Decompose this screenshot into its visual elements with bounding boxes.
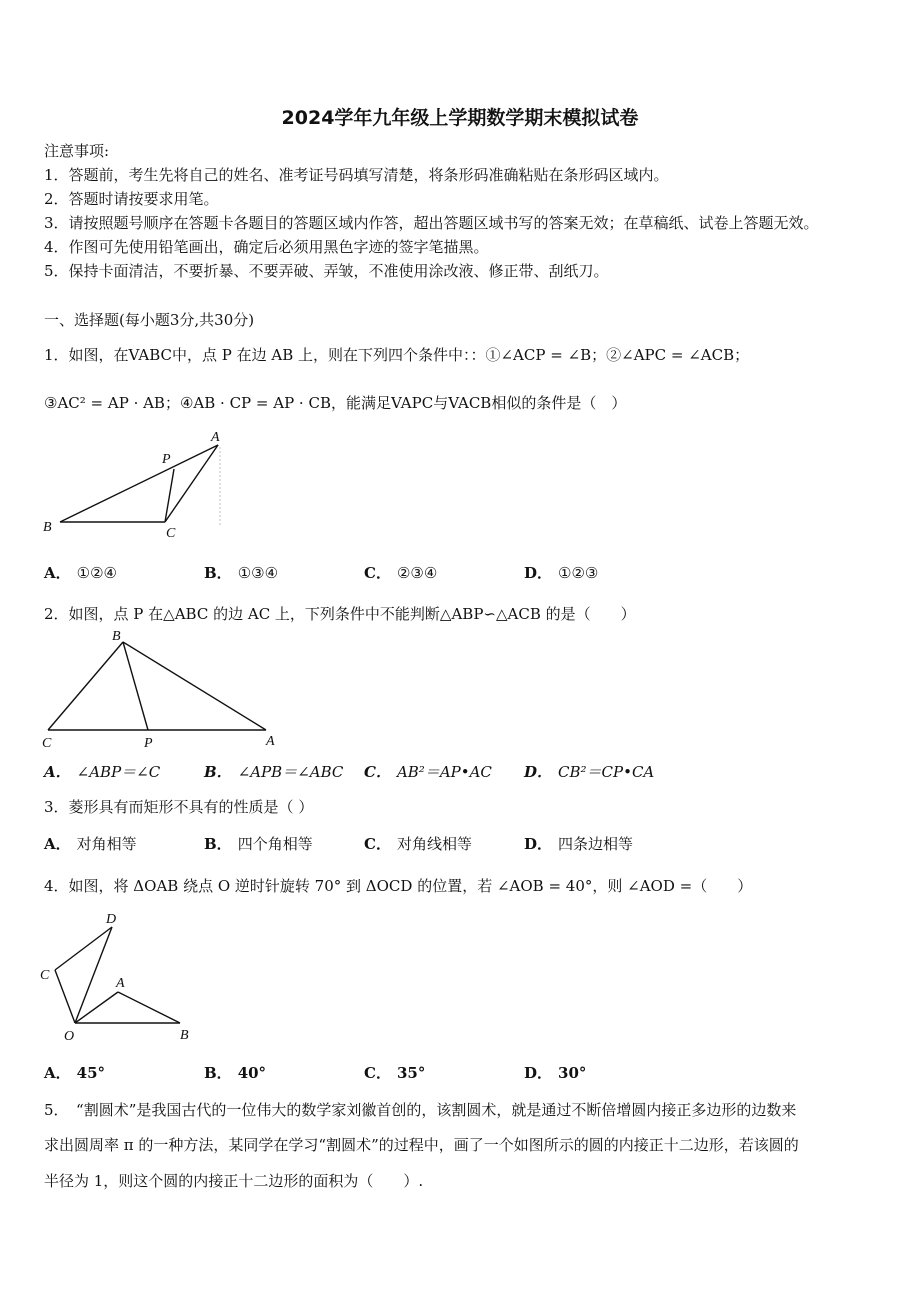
q2-option-d: D． CB²＝CP•CA	[524, 763, 655, 781]
q2-figure	[38, 625, 288, 755]
q1-option-d: D． ①②③	[524, 564, 599, 582]
notice-item: 4．作图可先使用铅笔画出，确定后必须用黑色字迹的签字笔描黑。	[44, 238, 489, 256]
q4-option-c: C． 35°	[364, 1064, 426, 1082]
q1-option-a: A． ①②④	[44, 564, 117, 582]
q3-option-d: D． 四条边相等	[524, 835, 634, 853]
label-A: A	[211, 430, 220, 445]
q4-stem: 4．如图，将 ΔOAB 绕点 O 逆时针旋转 70° 到 ΔOCD 的位置，若 ∠AOB = 40°，则 ∠AOD =（ ）	[44, 877, 753, 895]
q2-option-b: B． ∠APB＝∠ABC	[204, 763, 344, 781]
q4-option-d: D． 30°	[524, 1064, 587, 1082]
q2-option-c: C． AB²＝AP•AC	[364, 763, 492, 781]
label-O: O	[64, 1029, 75, 1044]
page-title: 2024学年九年级上学期数学期末模拟试卷	[281, 107, 639, 129]
label-B: B	[112, 629, 121, 644]
q5-stem-line3: 半径为 1，则这个圆的内接正十二边形的面积为（ ）.	[44, 1172, 424, 1190]
q4-option-a: A． 45°	[44, 1064, 106, 1082]
label-C: C	[40, 968, 50, 983]
q1-figure	[40, 425, 240, 545]
label-P: P	[144, 736, 153, 751]
label-A: A	[116, 976, 125, 991]
label-A: A	[266, 734, 275, 749]
q4-option-b: B． 40°	[204, 1064, 267, 1082]
q3-option-b: B． 四个角相等	[204, 835, 313, 853]
label-C: C	[166, 526, 176, 541]
q1-option-c: C． ②③④	[364, 564, 438, 582]
q1-stem-line2: ③AC² = AP · AB；④AB · CP = AP · CB，能满足VAPC与VACB相似的条件是（ ）	[44, 394, 627, 412]
q5-stem-line1: 5． “割圆术”是我国古代的一位伟大的数学家刘徽首创的，该割圆术，就是通过不断倍增圆内接正多边形的边数来	[44, 1101, 797, 1119]
notice-item: 3．请按照题号顺序在答题卡各题目的答题区域内作答，超出答题区域书写的答案无效；在草稿纸、试卷上答题无效。	[44, 214, 819, 232]
notice-item: 1．答题前，考生先将自己的姓名、准考证号码填写清楚，将条形码准确粘贴在条形码区域内。	[44, 166, 669, 184]
q3-option-a: A． 对角相等	[44, 835, 137, 853]
label-P: P	[162, 452, 171, 467]
q2-stem: 2．如图，点 P 在△ABC 的边 AC 上，下列条件中不能判断△ABP∽△ACB 的是（ ）	[44, 605, 636, 623]
notice-item: 5．保持卡面清洁，不要折暴、不要弄破、弄皱，不准使用涂改液、修正带、刮纸刀。	[44, 262, 609, 280]
section-heading: 一、选择题(每小题3分,共30分)	[44, 311, 255, 329]
label-B: B	[180, 1028, 189, 1043]
notice-item: 2．答题时请按要求用笔。	[44, 190, 219, 208]
q3-stem: 3．菱形具有而矩形不具有的性质是（ ）	[44, 798, 314, 816]
q2-option-a: A． ∠ABP＝∠C	[44, 763, 161, 781]
q4-figure	[36, 905, 206, 1050]
q3-option-c: C． 对角线相等	[364, 835, 472, 853]
label-D: D	[106, 912, 117, 927]
notice-heading: 注意事项:	[44, 142, 110, 160]
q1-option-b: B． ①③④	[204, 564, 279, 582]
q1-stem-line1: 1．如图，在VABC中，点 P 在边 AB 上，则在下列四个条件中：：①∠ACP = ∠B；②∠APC = ∠ACB；	[44, 346, 750, 364]
label-B: B	[43, 520, 52, 535]
q5-stem-line2: 求出圆周率 π 的一种方法，某同学在学习“割圆术”的过程中，画了一个如图所示的圆的内接正十二边形，若该圆的	[44, 1136, 799, 1154]
label-C: C	[42, 736, 52, 751]
